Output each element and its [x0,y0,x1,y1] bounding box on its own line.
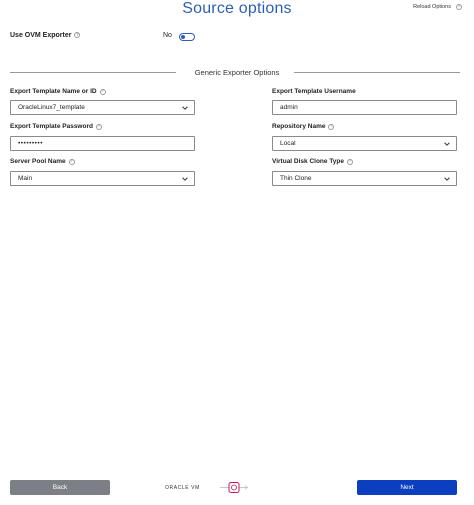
clone-type-select[interactable] [272,171,457,186]
clone-type-label: Virtual Disk Clone Type ? [272,158,352,165]
question-circle-icon[interactable]: ? [70,158,74,164]
question-circle-icon[interactable]: ? [348,158,352,164]
question-circle-icon[interactable]: ? [76,31,79,37]
section-title: Generic Exporter Options [194,68,280,77]
template-username-value: admin [280,104,298,111]
template-username-input[interactable] [272,100,457,115]
question-circle-icon: ? [457,3,461,9]
server-pool-select[interactable] [10,171,195,186]
question-circle-icon[interactable]: ? [97,123,101,129]
back-button[interactable]: Back [10,480,110,495]
server-pool-value: Main [18,175,33,182]
reload-options-link[interactable] [413,4,462,10]
chevron-down-icon [443,140,451,148]
use-ovm-exporter-label: Use OVM Exporter ? [10,31,79,39]
question-circle-icon[interactable]: ? [101,88,104,94]
toggle-knob [181,35,185,39]
template-name-value: OracleLinux7_template [18,104,85,111]
repository-name-value: Local [280,140,296,147]
server-pool-label: Server Pool Name ? [10,158,74,165]
template-password-label: Export Template Password ? [10,123,101,130]
oracle-vm-logo: ORACLE VM [165,485,200,491]
next-button[interactable]: Next [357,480,457,495]
reload-options-label: Reload Options [413,4,451,10]
migration-flow-icon [219,481,249,494]
clone-type-value: Thin Clone [280,175,312,182]
chevron-down-icon [181,175,189,183]
ovm-toggle-state: No [163,32,172,39]
page-title: Source options [182,0,292,17]
template-name-label: Export Template Name or ID ? [10,88,104,95]
template-username-label: Export Template Username [272,88,356,95]
chevron-down-icon [181,104,189,112]
template-name-select[interactable] [10,100,195,115]
template-password-value: ••••••••• [18,140,43,147]
repository-name-label: Repository Name ? [272,123,333,130]
repository-name-select[interactable] [272,136,457,151]
chevron-down-icon [443,175,451,183]
ovm-exporter-toggle[interactable] [179,33,195,41]
question-circle-icon[interactable]: ? [330,123,333,129]
template-password-input[interactable] [10,136,195,151]
